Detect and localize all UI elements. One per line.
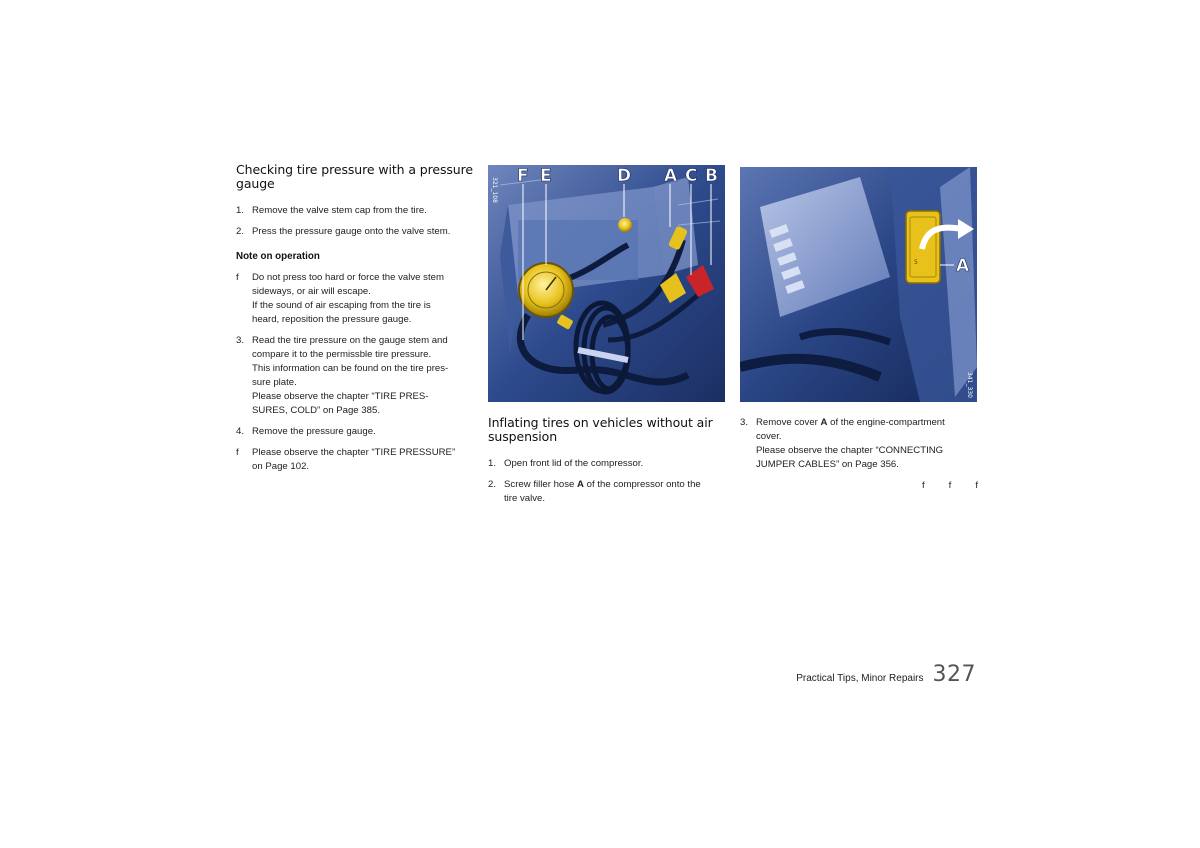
step-text: Remove cover A of the engine-compartment — [756, 417, 945, 428]
step-line: JUMPER CABLES” on Page 356. — [756, 459, 899, 470]
continuation-marker: f — [975, 480, 978, 491]
figure-label-a: A — [664, 166, 678, 186]
page-footer — [796, 662, 976, 687]
note-line: heard, reposition the pressure gauge. — [252, 314, 412, 325]
step-1 — [488, 457, 728, 471]
section-heading-inflating: Inflating tires on vehicles without air suspension — [488, 415, 713, 444]
cover-badge: 5 — [914, 259, 918, 266]
figure-label-b: B — [705, 166, 718, 186]
step-4 — [236, 425, 476, 439]
note-bullets — [236, 271, 476, 327]
column-inflating-tires — [488, 416, 728, 513]
continuation-marker: f — [948, 480, 952, 491]
step-line: compare it to the permissble tire pressure. — [252, 349, 432, 360]
step-number: 1. — [488, 458, 497, 469]
part-reference-a: A — [820, 417, 828, 428]
column-tire-pressure-check — [236, 163, 476, 481]
step-2 — [488, 478, 728, 506]
step-number: 3. — [740, 417, 749, 428]
note-line: sideways, or air will escape. — [252, 286, 371, 297]
step-line: Read the tire pressure on the gauge stem and — [252, 335, 448, 346]
part-reference-a: A — [577, 479, 584, 490]
steps-list-b — [236, 334, 476, 439]
step-number: 4. — [236, 426, 245, 437]
note-line: Do not press too hard or force the valve stem — [252, 272, 444, 283]
figure-compressor-kit — [488, 165, 725, 402]
page-number: 327 — [932, 662, 976, 687]
step-1 — [236, 204, 476, 218]
bullet-marker: f — [236, 272, 239, 283]
note-line: If the sound of air escaping from the tire is — [252, 300, 431, 311]
section-title: Practical Tips, Minor Repairs — [796, 673, 924, 684]
note-heading: Note on operation — [236, 251, 320, 262]
step-line: cover. — [756, 431, 782, 442]
step-line: tire valve. — [504, 493, 546, 504]
final-bullets — [236, 446, 476, 474]
step-line: This information can be found on the tire pres- — [252, 363, 449, 374]
continuation-markers — [922, 480, 978, 491]
step-number: 1. — [236, 205, 245, 216]
reference-line: on Page 102. — [252, 461, 310, 472]
continuation-marker: f — [922, 480, 925, 491]
step-number: 2. — [488, 479, 497, 490]
inflate-steps — [488, 457, 728, 506]
column-remove-cover — [740, 416, 980, 479]
bullet-marker: f — [236, 447, 239, 458]
step-line: Please observe the chapter “CONNECTING — [756, 445, 944, 456]
step-line: Please observe the chapter “TIRE PRES- — [252, 391, 429, 402]
figure-code: 341_330 — [966, 372, 973, 398]
figure-label-c: C — [685, 166, 698, 186]
step-2 — [236, 225, 476, 239]
section-heading-pressure-check: Checking tire pressure with a pressure gauge — [236, 162, 473, 191]
step-line: sure plate. — [252, 377, 297, 388]
figure-label-d: D — [617, 166, 632, 186]
figure-label-e: E — [540, 166, 552, 186]
step-number: 2. — [236, 226, 245, 237]
note-bullet-item — [236, 271, 476, 327]
figure-engine-compartment — [740, 167, 977, 402]
reference-bullet-item — [236, 446, 476, 474]
reference-line: Please observe the chapter “TIRE PRESSURE” — [252, 447, 456, 458]
step-text: Remove the valve stem cap from the tire. — [252, 205, 427, 216]
step-3 — [740, 416, 980, 472]
figure-code: 321_108 — [491, 177, 498, 203]
step-number: 3. — [236, 335, 245, 346]
step-text: Press the pressure gauge onto the valve stem. — [252, 226, 451, 237]
step-text: Screw filler hose A of the compressor onto the — [504, 479, 701, 490]
step-line: SURES, COLD” on Page 385. — [252, 405, 380, 416]
step-text: Open front lid of the compressor. — [504, 458, 644, 469]
figure-label-f: F — [517, 166, 529, 186]
cover-steps — [740, 416, 980, 472]
step-3 — [236, 334, 476, 418]
figure-label-a: A — [956, 256, 970, 276]
step-text: Remove the pressure gauge. — [252, 426, 376, 437]
steps-list-a — [236, 204, 476, 239]
compressor-illustration — [488, 165, 725, 402]
engine-illustration — [740, 167, 977, 402]
